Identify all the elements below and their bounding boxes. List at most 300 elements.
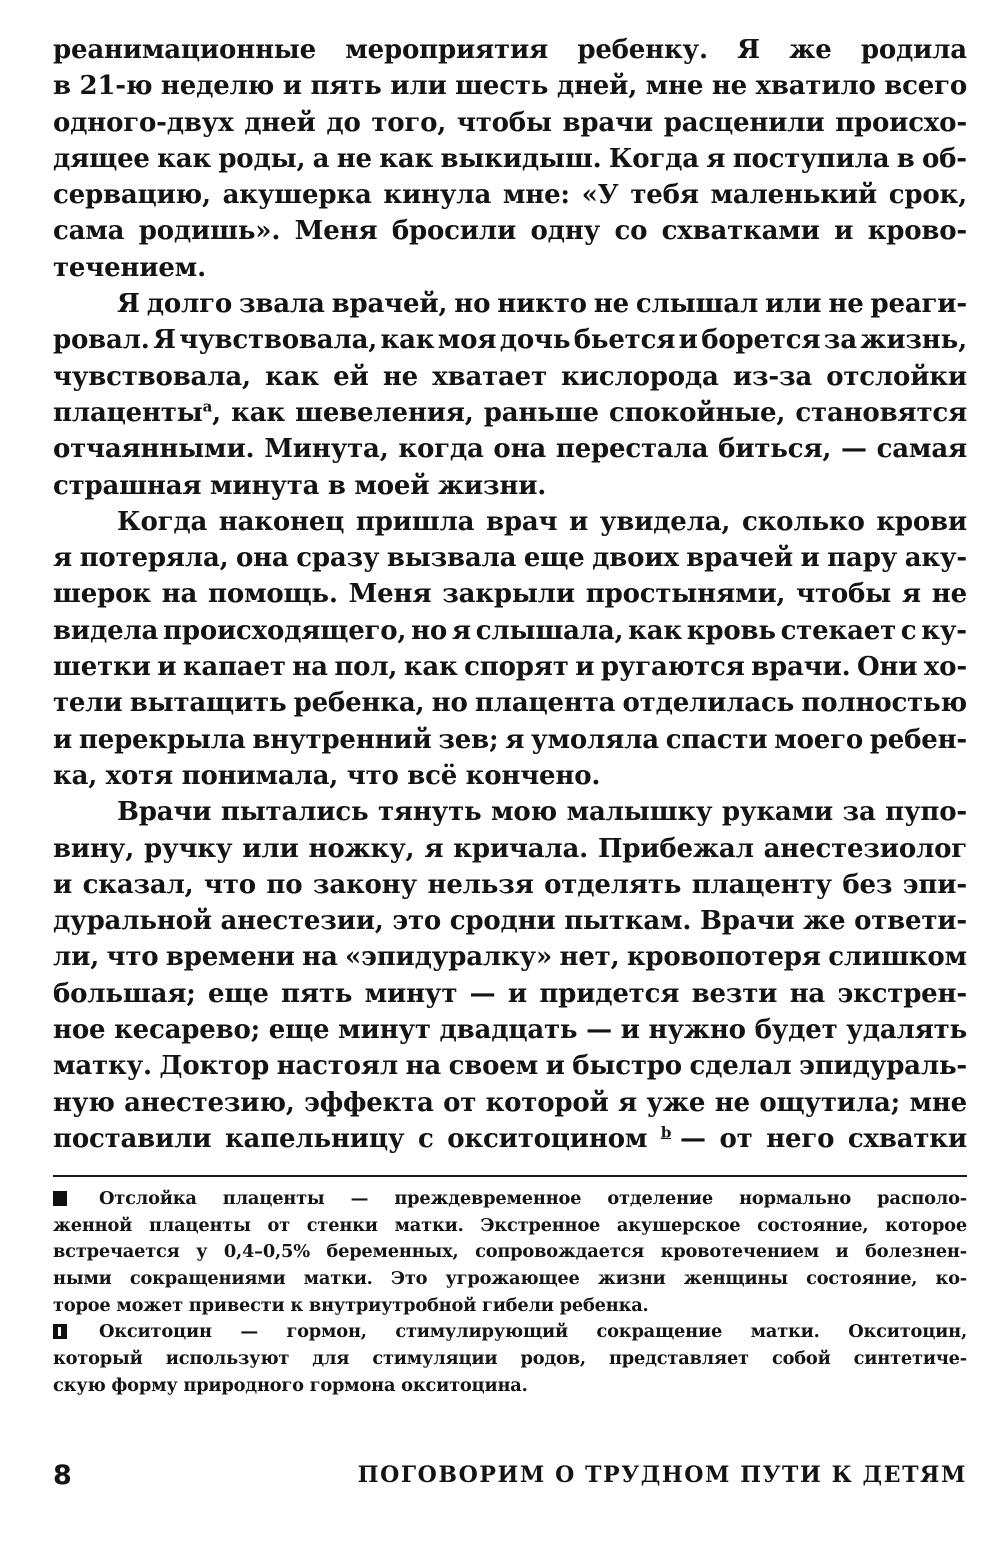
- word: будет: [754, 1015, 838, 1046]
- footnote-first-line-text: [99, 1186, 967, 1213]
- word: врачей,: [331, 289, 448, 320]
- word: до: [326, 107, 361, 138]
- word: «эпидуралку»: [345, 942, 553, 973]
- word: жизни.: [437, 470, 547, 501]
- text-line: [53, 831, 967, 867]
- word: нужно: [648, 1015, 746, 1046]
- word: и: [545, 1051, 565, 1082]
- word: и: [569, 506, 589, 537]
- text-line: [53, 1121, 967, 1157]
- word: пытались: [220, 797, 369, 828]
- word: из-за: [732, 361, 812, 392]
- text-line: [53, 867, 967, 903]
- word: срок,: [888, 180, 967, 211]
- word: синтетиче-: [853, 1348, 967, 1370]
- word: что: [204, 869, 256, 900]
- word: окситоцина.: [401, 1374, 528, 1396]
- footnote-marker-b-icon: [53, 1324, 67, 1339]
- word: за: [823, 325, 857, 356]
- word: и: [507, 978, 527, 1009]
- word: родила: [860, 35, 967, 65]
- word: наконец: [218, 506, 345, 537]
- word: анестезии,: [220, 906, 384, 937]
- word: что: [106, 942, 159, 973]
- word: стекает: [780, 615, 896, 646]
- word: привести: [188, 1294, 285, 1316]
- footnote-first-line-text: [99, 1319, 967, 1346]
- word: слышал: [635, 289, 759, 320]
- word: ную: [53, 1087, 115, 1118]
- word: на: [405, 1051, 442, 1082]
- word: 21-ю: [79, 71, 153, 102]
- word: схватками: [661, 216, 820, 247]
- word: пять: [310, 71, 382, 102]
- word: реаги-: [870, 289, 967, 320]
- word: простынями,: [585, 579, 786, 610]
- word: по: [266, 869, 303, 900]
- text-line: [53, 1012, 967, 1048]
- word: беременных,: [326, 1241, 459, 1263]
- word: от: [267, 1214, 290, 1236]
- word: нормально: [739, 1188, 852, 1209]
- word: от: [443, 1087, 477, 1118]
- word: матки.: [303, 1268, 373, 1290]
- word: как: [231, 397, 285, 428]
- word: чтобы: [796, 579, 892, 610]
- word: сказал,: [82, 869, 194, 900]
- text-line: [53, 939, 967, 975]
- word: одного-двух: [53, 107, 234, 138]
- word: Минута,: [264, 434, 389, 465]
- word: скую: [53, 1374, 106, 1396]
- word: ответи-: [854, 906, 967, 937]
- word: закрыли: [442, 579, 575, 610]
- word: пол,: [334, 652, 398, 683]
- word: двадцать: [439, 1015, 578, 1046]
- word: сокращениями: [129, 1268, 286, 1290]
- footnote-line: [53, 1293, 967, 1320]
- word: кровотечением: [660, 1241, 820, 1263]
- word: собой: [771, 1348, 831, 1370]
- word: для: [312, 1348, 350, 1370]
- word: внутриутробной: [308, 1294, 477, 1316]
- word: я: [706, 143, 726, 174]
- word: родишь».: [138, 216, 281, 247]
- word: может: [116, 1294, 183, 1316]
- word: на: [161, 579, 198, 610]
- word: или: [765, 289, 822, 320]
- text-line: [53, 213, 967, 249]
- word: минут: [338, 1015, 431, 1046]
- word: чувствовала,: [179, 325, 378, 356]
- word: выкидыш.: [440, 143, 602, 174]
- word: окситоцином: [447, 1123, 648, 1154]
- word: Экстренное: [480, 1214, 601, 1236]
- text-line: [53, 141, 967, 177]
- word: угрожающее: [445, 1268, 580, 1290]
- word: становятся: [795, 397, 967, 428]
- text-fragment: [53, 395, 221, 431]
- text-line: [53, 395, 967, 431]
- word: как: [157, 143, 211, 174]
- word: вину,: [53, 833, 135, 864]
- footnote-line: [53, 1239, 967, 1266]
- word: поступила: [732, 143, 890, 174]
- word: Я: [737, 35, 760, 65]
- word: —: [841, 434, 867, 465]
- word: руками: [721, 797, 834, 828]
- word: неделю: [160, 71, 275, 102]
- footnotes: [53, 1186, 967, 1400]
- word: природного: [183, 1374, 304, 1396]
- word: сродни: [449, 906, 556, 937]
- word: ными: [53, 1268, 112, 1290]
- word: тели: [53, 688, 123, 719]
- word: перекрыла: [78, 724, 246, 755]
- word: ровал.: [53, 325, 150, 356]
- word: представляет: [608, 1348, 749, 1370]
- word: и: [575, 652, 595, 683]
- word: или: [242, 833, 299, 864]
- word: одну: [530, 216, 601, 247]
- footnote-line: [53, 1266, 967, 1293]
- word: бросили: [391, 216, 517, 247]
- word: с: [900, 615, 917, 646]
- word: Когда: [608, 143, 699, 174]
- word: —: [586, 1015, 612, 1046]
- word: она: [493, 434, 547, 465]
- word: врачей: [686, 543, 793, 574]
- word: еще: [208, 978, 269, 1009]
- word: плацента: [474, 688, 616, 719]
- word: я: [424, 833, 444, 864]
- word: акушерка: [222, 180, 372, 211]
- word: —: [469, 978, 496, 1009]
- word: Врачи: [117, 797, 212, 828]
- word: не: [828, 289, 864, 320]
- word: поставили: [53, 1123, 212, 1154]
- word: в: [327, 470, 346, 501]
- word: эффекта: [304, 1087, 434, 1118]
- word: используют: [165, 1348, 290, 1370]
- word: моей: [354, 470, 430, 501]
- word: сама: [53, 216, 125, 247]
- word: спокойные,: [608, 397, 786, 428]
- word: я: [505, 724, 525, 755]
- word: внутренний: [252, 724, 432, 755]
- word: мою: [491, 797, 558, 828]
- word: страшная: [53, 470, 202, 501]
- word: как: [265, 361, 319, 392]
- word: ручку: [144, 833, 233, 864]
- word: ребенка.: [559, 1294, 649, 1316]
- word: ное: [53, 1015, 106, 1046]
- word: хотя: [105, 760, 174, 791]
- word: со: [614, 216, 648, 247]
- text-line: [53, 722, 967, 758]
- word: ребенку.: [577, 35, 708, 65]
- text-line: [53, 177, 967, 213]
- word: Доктор: [159, 1051, 270, 1082]
- word: без: [842, 869, 893, 900]
- word: форму: [111, 1374, 178, 1396]
- footnote-reference-b[interactable]: b: [660, 1123, 672, 1142]
- word: кислорода: [561, 361, 719, 392]
- word: и: [282, 71, 302, 102]
- word: «У: [581, 180, 619, 211]
- word: кровопотеря: [626, 942, 821, 973]
- word: не: [593, 289, 629, 320]
- word: и: [53, 724, 73, 755]
- word: двоих: [592, 543, 679, 574]
- word: бьется: [573, 325, 676, 356]
- word: Я: [117, 289, 140, 320]
- word: мероприятия: [345, 35, 549, 65]
- word: долго: [146, 289, 232, 320]
- word: расценили: [663, 107, 825, 138]
- word: к: [290, 1294, 304, 1316]
- word: же: [802, 906, 846, 937]
- word: в: [53, 71, 71, 102]
- word: но: [411, 615, 448, 646]
- word: что: [346, 760, 399, 791]
- word: борется: [701, 325, 821, 356]
- word: ножку,: [308, 833, 415, 864]
- text-line: [53, 576, 967, 612]
- word: вытащить: [129, 688, 287, 719]
- word: пыткам.: [564, 906, 692, 937]
- word: крови: [876, 506, 967, 537]
- word: которое: [885, 1214, 967, 1236]
- word: сразу: [296, 543, 380, 574]
- word: гормон,: [286, 1321, 367, 1343]
- word: ко-: [935, 1268, 967, 1290]
- word: шерок: [53, 579, 151, 610]
- word: минута: [209, 470, 320, 501]
- text-line: [53, 903, 967, 939]
- word: Это: [390, 1268, 428, 1290]
- word: я: [451, 615, 471, 646]
- word: течением.: [53, 252, 206, 283]
- footnote-marker-a-icon: [53, 1191, 67, 1206]
- word: от: [719, 1123, 753, 1154]
- word: шевеления,: [295, 397, 474, 428]
- word: настоял: [276, 1051, 398, 1082]
- footnote-divider: [53, 1175, 967, 1177]
- word: чтобы: [456, 107, 552, 138]
- text-line: [53, 359, 967, 395]
- text-line: [53, 504, 967, 540]
- word: как: [380, 325, 435, 356]
- word: женной: [53, 1214, 133, 1236]
- word: стенки: [306, 1214, 378, 1236]
- word: нет,: [559, 942, 620, 973]
- footnote-line: [53, 1319, 967, 1346]
- word: 0,4–0,5%: [223, 1241, 310, 1263]
- word: врачи.: [751, 652, 851, 683]
- word: кричала.: [453, 833, 589, 864]
- footnote-line: [53, 1186, 967, 1213]
- word: времени: [165, 942, 295, 973]
- word: матки.: [750, 1321, 820, 1343]
- word: не: [931, 579, 967, 610]
- word: и: [157, 652, 177, 683]
- word: акушерское: [616, 1214, 741, 1236]
- text-line: [53, 32, 967, 68]
- running-head: ПОГОВОРИМ О ТРУДНОМ ПУТИ К ДЕТЯМ: [357, 1462, 967, 1488]
- word: минут: [364, 978, 458, 1009]
- word: ощутила;: [759, 1087, 901, 1118]
- word: отделилась: [622, 688, 795, 719]
- word: Врачи: [699, 906, 795, 937]
- word: малышку: [566, 797, 713, 828]
- word: вызвала: [386, 543, 517, 574]
- word: перестала: [555, 434, 709, 465]
- word: хватает: [432, 361, 547, 392]
- word: происхо-: [835, 107, 967, 138]
- body-text: [53, 32, 967, 1157]
- word: но: [431, 688, 468, 719]
- word: и: [835, 1241, 849, 1263]
- word: кровь: [686, 615, 776, 646]
- text-line: [53, 758, 967, 794]
- word: в: [896, 143, 915, 174]
- word: как: [628, 615, 682, 646]
- word: эпи-: [902, 869, 967, 900]
- word: пару: [827, 543, 898, 574]
- word: ей: [333, 361, 369, 392]
- word: пять: [281, 978, 353, 1009]
- word: Окситоцин,: [848, 1321, 967, 1343]
- footnote-line: [53, 1213, 967, 1240]
- word: состояние,: [757, 1214, 869, 1236]
- text-line: [53, 68, 967, 104]
- text-line: [53, 431, 967, 467]
- word: мне: [645, 71, 704, 102]
- word: мне:: [502, 180, 570, 211]
- word: моя: [437, 325, 497, 356]
- word: гибели: [482, 1294, 554, 1316]
- word: преждевременное: [394, 1188, 582, 1209]
- word: врач: [485, 506, 558, 537]
- word: гормона: [309, 1374, 396, 1396]
- word: видела: [53, 615, 159, 646]
- word: кинула: [383, 180, 492, 211]
- word: Меня: [348, 579, 432, 610]
- word: сделал: [689, 1051, 792, 1082]
- word: придется: [539, 978, 680, 1009]
- text-fragment: ,: [212, 397, 221, 428]
- word: дочь: [499, 325, 571, 356]
- word: понимала,: [181, 760, 339, 791]
- word: болезнен-: [865, 1241, 967, 1263]
- word: пупо-: [885, 797, 967, 828]
- word: ребен-: [869, 724, 967, 755]
- word: который: [53, 1348, 143, 1370]
- word: отделение: [607, 1188, 713, 1209]
- word: я: [618, 1087, 638, 1118]
- word: а: [312, 143, 330, 174]
- word: анестезиолог: [763, 833, 967, 864]
- word: закону: [312, 869, 417, 900]
- text-line: [53, 322, 967, 358]
- word: эпидураль-: [799, 1051, 967, 1082]
- word: быстро: [572, 1051, 682, 1082]
- word: везти: [691, 978, 778, 1009]
- footnote-line: [53, 1346, 967, 1373]
- word: никто: [497, 289, 587, 320]
- word: помощь.: [208, 579, 338, 610]
- word: Прибежал: [597, 833, 754, 864]
- word: ругаются: [600, 652, 745, 683]
- word: происходящего,: [163, 615, 407, 646]
- word: женщины: [683, 1268, 788, 1290]
- word: того,: [371, 107, 447, 138]
- word: состояние,: [806, 1268, 918, 1290]
- word: матку.: [53, 1051, 152, 1082]
- word: плаценты: [222, 1188, 325, 1209]
- word: спасти: [665, 724, 768, 755]
- word: или: [390, 71, 447, 102]
- word: ли,: [53, 942, 100, 973]
- word: и: [678, 325, 698, 356]
- word: уже: [646, 1087, 706, 1118]
- word: отчаянными.: [53, 434, 255, 465]
- word: я: [901, 579, 921, 610]
- word: встречается: [53, 1241, 180, 1263]
- word: потеряла,: [79, 543, 229, 574]
- word: на: [789, 978, 826, 1009]
- word: на: [302, 942, 338, 973]
- word: на: [292, 652, 328, 683]
- word: я: [53, 543, 73, 574]
- word: дящее: [53, 143, 150, 174]
- word: ка,: [53, 760, 98, 791]
- word: кесарево;: [114, 1015, 261, 1046]
- text-line: [53, 685, 967, 721]
- word: мне: [909, 1087, 967, 1118]
- word: плаценту: [691, 869, 832, 900]
- word: родов,: [520, 1348, 586, 1370]
- word: сокращение: [596, 1321, 723, 1343]
- word: —: [350, 1188, 369, 1209]
- text-fragment: плаценты: [53, 397, 203, 428]
- word: кончено.: [465, 760, 601, 791]
- text-line: [53, 540, 967, 576]
- word: всё: [407, 760, 458, 791]
- word: тебя: [630, 180, 699, 211]
- word: капает: [182, 652, 286, 683]
- word: но: [454, 289, 491, 320]
- word: —: [240, 1321, 258, 1343]
- word: шесть: [455, 71, 549, 102]
- word: когда: [398, 434, 484, 465]
- word: реанимационные: [53, 35, 317, 65]
- footnote-line: [53, 1373, 967, 1400]
- word: удалять: [846, 1015, 967, 1046]
- footnote-reference-a[interactable]: a: [202, 397, 213, 416]
- word: за: [842, 797, 876, 828]
- word: дней: [244, 107, 316, 138]
- word: аку-: [904, 543, 967, 574]
- word: увидела,: [599, 506, 731, 537]
- text-line: [53, 1085, 967, 1121]
- word: не: [714, 1087, 750, 1118]
- word: Я: [153, 325, 176, 356]
- word: врачи: [562, 107, 653, 138]
- word: и: [800, 543, 820, 574]
- word: своем: [448, 1051, 538, 1082]
